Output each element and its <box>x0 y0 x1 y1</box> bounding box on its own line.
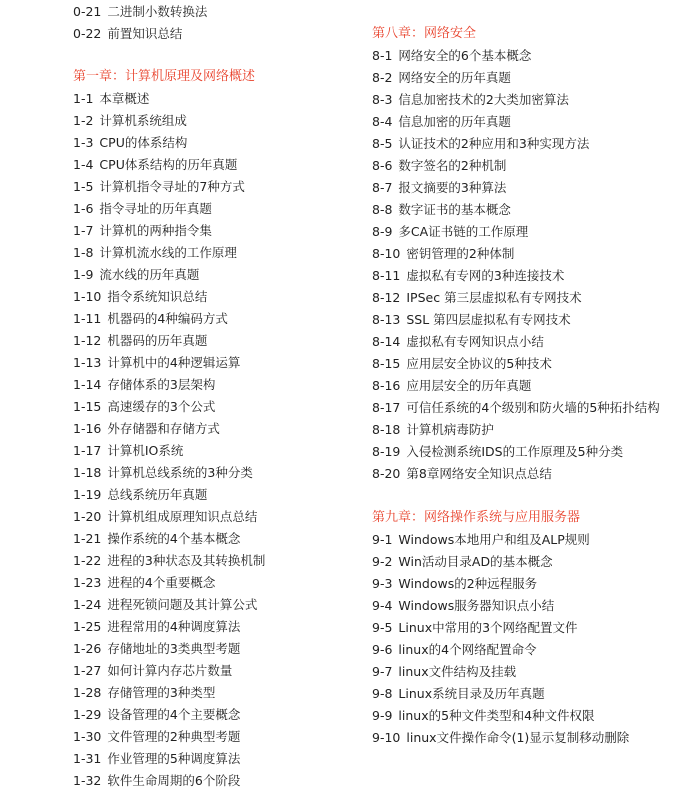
item-title: 应用层安全协议的5种技术 <box>406 356 552 371</box>
toc-item[interactable] <box>372 441 672 463</box>
toc-item[interactable] <box>372 221 672 243</box>
toc-item[interactable] <box>372 595 672 617</box>
toc-item[interactable] <box>73 550 363 572</box>
toc-item[interactable] <box>372 397 672 419</box>
toc-item[interactable] <box>73 462 363 484</box>
item-title: CPU体系结构的历年真题 <box>99 157 238 172</box>
toc-item[interactable] <box>73 374 363 396</box>
item-number: 8-9 <box>372 224 393 239</box>
item-number: 0-22 <box>73 26 102 41</box>
item-number: 9-3 <box>372 576 393 591</box>
toc-item[interactable] <box>73 616 363 638</box>
item-number: 1-32 <box>73 773 102 788</box>
item-title: 高速缓存的3个公式 <box>107 399 216 414</box>
item-title: 认证技术的2种应用和3种实现方法 <box>398 136 590 151</box>
toc-item[interactable] <box>372 199 672 221</box>
item-number: 1-5 <box>73 179 94 194</box>
item-number: 9-6 <box>372 642 393 657</box>
toc-item[interactable] <box>73 396 363 418</box>
toc-item[interactable] <box>372 353 672 375</box>
toc-item[interactable] <box>372 661 672 683</box>
item-title: 数字证书的基本概念 <box>398 202 511 217</box>
item-title: Windows服务器知识点小结 <box>398 598 555 613</box>
toc-item[interactable] <box>73 23 363 45</box>
item-title: 机器码的4种编码方式 <box>107 311 228 326</box>
toc-item[interactable] <box>73 594 363 616</box>
item-number: 0-21 <box>73 4 102 19</box>
item-number: 8-14 <box>372 334 401 349</box>
toc-item[interactable] <box>73 418 363 440</box>
toc-item[interactable] <box>372 683 672 705</box>
toc-item[interactable] <box>372 529 672 551</box>
item-title: Linux系统目录及历年真题 <box>398 686 545 701</box>
toc-item[interactable] <box>372 67 672 89</box>
toc-item[interactable] <box>73 682 363 704</box>
item-title: 指令系统知识总结 <box>107 289 208 304</box>
item-title: CPU的体系结构 <box>99 135 188 150</box>
item-number: 8-7 <box>372 180 393 195</box>
item-title: 信息加密的历年真题 <box>398 114 511 129</box>
item-title: linux的5种文件类型和4种文件权限 <box>398 708 595 723</box>
item-title: 软件生命周期的6个阶段 <box>107 773 241 788</box>
item-title: SSL 第四层虚拟私有专网技术 <box>406 312 571 327</box>
item-title: 本章概述 <box>99 91 150 106</box>
item-title: 进程常用的4种调度算法 <box>107 619 241 634</box>
right-column <box>372 0 672 749</box>
toc-item[interactable] <box>372 419 672 441</box>
item-number: 1-17 <box>73 443 102 458</box>
toc-item[interactable] <box>73 220 363 242</box>
item-number: 8-11 <box>372 268 401 283</box>
item-number: 1-16 <box>73 421 102 436</box>
toc-item[interactable] <box>73 506 363 528</box>
item-title: 二进制小数转换法 <box>107 4 208 19</box>
item-title: 机器码的历年真题 <box>107 333 208 348</box>
item-number: 1-30 <box>73 729 102 744</box>
item-title: 网络安全的历年真题 <box>398 70 511 85</box>
toc-item[interactable] <box>372 265 672 287</box>
item-title: 文件管理的2种典型考题 <box>107 729 241 744</box>
item-number: 9-2 <box>372 554 393 569</box>
item-title: 计算机指令寻址的7种方式 <box>99 179 245 194</box>
item-number: 1-18 <box>73 465 102 480</box>
item-number: 1-26 <box>73 641 102 656</box>
toc-item[interactable] <box>73 770 363 792</box>
item-title: 如何计算内存芯片数量 <box>107 663 233 678</box>
toc-item[interactable] <box>372 287 672 309</box>
item-number: 1-9 <box>73 267 94 282</box>
item-title: Linux中常用的3个网络配置文件 <box>398 620 578 635</box>
toc-item[interactable] <box>372 617 672 639</box>
chapter-8-heading[interactable]: 第八章：网络安全 <box>372 26 477 41</box>
toc-item[interactable] <box>73 88 363 110</box>
item-title: 指令寻址的历年真题 <box>99 201 212 216</box>
item-number: 1-6 <box>73 201 94 216</box>
item-title: 计算机流水线的工作原理 <box>99 245 237 260</box>
item-title: 总线系统历年真题 <box>107 487 208 502</box>
item-title: 外存储器和存储方式 <box>107 421 220 436</box>
item-number: 9-7 <box>372 664 393 679</box>
item-number: 1-10 <box>73 289 102 304</box>
item-number: 8-20 <box>372 466 401 481</box>
toc-item[interactable] <box>372 463 672 485</box>
left-column <box>73 0 363 792</box>
item-title: 进程的4个重要概念 <box>107 575 216 590</box>
item-number: 8-1 <box>372 48 393 63</box>
item-number: 1-4 <box>73 157 94 172</box>
item-title: 存储体系的3层架构 <box>107 377 216 392</box>
item-number: 1-14 <box>73 377 102 392</box>
item-number: 1-12 <box>73 333 102 348</box>
item-number: 8-13 <box>372 312 401 327</box>
item-title: 信息加密技术的2大类加密算法 <box>398 92 569 107</box>
toc-item[interactable] <box>73 264 363 286</box>
item-number: 8-8 <box>372 202 393 217</box>
item-title: 作业管理的5种调度算法 <box>107 751 241 766</box>
item-title: 报文摘要的3种算法 <box>398 180 507 195</box>
item-number: 8-5 <box>372 136 393 151</box>
toc-item[interactable] <box>372 331 672 353</box>
item-number: 9-5 <box>372 620 393 635</box>
toc-item[interactable] <box>73 330 363 352</box>
toc-item[interactable] <box>73 132 363 154</box>
item-title: 数字签名的2种机制 <box>398 158 507 173</box>
toc-item[interactable] <box>372 111 672 133</box>
item-number: 1-11 <box>73 311 102 326</box>
item-number: 1-22 <box>73 553 102 568</box>
item-title: 操作系统的4个基本概念 <box>107 531 241 546</box>
item-title: 网络安全的6个基本概念 <box>398 48 532 63</box>
toc-item[interactable] <box>372 45 672 67</box>
item-number: 8-3 <box>372 92 393 107</box>
item-number: 9-8 <box>372 686 393 701</box>
item-number: 1-8 <box>73 245 94 260</box>
item-number: 1-25 <box>73 619 102 634</box>
item-title: 进程死锁问题及其计算公式 <box>107 597 258 612</box>
item-number: 1-23 <box>73 575 102 590</box>
toc-item[interactable] <box>372 89 672 111</box>
toc-item[interactable] <box>372 309 672 331</box>
toc-item[interactable] <box>372 639 672 661</box>
item-title: Windows本地用户和组及ALP规则 <box>398 532 590 547</box>
toc-item[interactable] <box>372 155 672 177</box>
item-number: 1-20 <box>73 509 102 524</box>
item-title: linux文件操作命令(1)显示复制移动删除 <box>406 730 630 745</box>
item-number: 1-27 <box>73 663 102 678</box>
item-number: 8-4 <box>372 114 393 129</box>
toc-item[interactable] <box>73 726 363 748</box>
toc-item[interactable] <box>372 727 672 749</box>
item-number: 1-31 <box>73 751 102 766</box>
item-title: 计算机的两种指令集 <box>99 223 212 238</box>
item-title: 计算机IO系统 <box>107 443 184 458</box>
toc-item[interactable] <box>372 551 672 573</box>
item-title: 虚拟私有专网的3种连接技术 <box>406 268 565 283</box>
item-title: linux文件结构及挂载 <box>398 664 517 679</box>
item-number: 1-1 <box>73 91 94 106</box>
toc-item[interactable] <box>73 308 363 330</box>
item-number: 8-18 <box>372 422 401 437</box>
chapter-9-list <box>372 529 672 749</box>
toc-item[interactable] <box>73 704 363 726</box>
item-title: 虚拟私有专网知识点小结 <box>406 334 544 349</box>
item-number: 1-13 <box>73 355 102 370</box>
item-number: 8-17 <box>372 400 401 415</box>
item-number: 8-10 <box>372 246 401 261</box>
toc-item[interactable] <box>73 638 363 660</box>
item-title: Win活动目录AD的基本概念 <box>398 554 553 569</box>
item-title: linux的4个网络配置命令 <box>398 642 537 657</box>
chapter-8-list <box>372 45 672 485</box>
item-title: 密钥管理的2种体制 <box>406 246 515 261</box>
item-title: 前置知识总结 <box>107 26 183 41</box>
item-number: 1-28 <box>73 685 102 700</box>
chapter-1-list <box>73 88 363 792</box>
toc-item[interactable] <box>73 286 363 308</box>
toc-item[interactable] <box>372 243 672 265</box>
item-number: 1-19 <box>73 487 102 502</box>
toc-item[interactable] <box>73 110 363 132</box>
toc-item[interactable] <box>73 176 363 198</box>
item-number: 1-21 <box>73 531 102 546</box>
item-title: 计算机病毒防护 <box>406 422 494 437</box>
toc-item[interactable] <box>73 748 363 770</box>
toc-item[interactable] <box>73 242 363 264</box>
item-number: 1-2 <box>73 113 94 128</box>
item-title: IPSec 第三层虚拟私有专网技术 <box>406 290 582 305</box>
toc-item[interactable] <box>372 177 672 199</box>
item-title: 计算机总线系统的3种分类 <box>107 465 253 480</box>
item-number: 8-6 <box>372 158 393 173</box>
item-title: 计算机组成原理知识点总结 <box>107 509 258 524</box>
item-title: 第8章网络安全知识点总结 <box>406 466 552 481</box>
toc-item[interactable] <box>73 572 363 594</box>
toc-item[interactable] <box>73 198 363 220</box>
item-number: 9-1 <box>372 532 393 547</box>
item-title: 存储地址的3类典型考题 <box>107 641 241 656</box>
item-number: 8-2 <box>372 70 393 85</box>
toc-item[interactable] <box>73 1 363 23</box>
item-title: 可信任系统的4个级别和防火墙的5种拓扑结构 <box>406 400 660 415</box>
item-number: 1-24 <box>73 597 102 612</box>
item-number: 8-16 <box>372 378 401 393</box>
item-number: 8-15 <box>372 356 401 371</box>
toc-item[interactable] <box>73 352 363 374</box>
toc-item[interactable] <box>372 133 672 155</box>
item-number: 1-7 <box>73 223 94 238</box>
item-title: 入侵检测系统IDS的工作原理及5种分类 <box>406 444 624 459</box>
item-title: 应用层安全的历年真题 <box>406 378 532 393</box>
item-number: 9-9 <box>372 708 393 723</box>
item-title: 计算机中的4种逻辑运算 <box>107 355 241 370</box>
item-number: 1-3 <box>73 135 94 150</box>
toc-item[interactable] <box>372 573 672 595</box>
toc-item[interactable] <box>73 440 363 462</box>
intro-list <box>73 1 363 45</box>
item-title: 存储管理的3种类型 <box>107 685 216 700</box>
item-number: 9-4 <box>372 598 393 613</box>
item-number: 1-15 <box>73 399 102 414</box>
chapter-1-heading[interactable]: 第一章：计算机原理及网络概述 <box>73 69 256 84</box>
item-title: Windows的2种远程服务 <box>398 576 538 591</box>
item-number: 8-12 <box>372 290 401 305</box>
item-title: 计算机系统组成 <box>99 113 187 128</box>
toc-item[interactable] <box>372 705 672 727</box>
toc-item[interactable] <box>73 154 363 176</box>
toc-item[interactable] <box>73 528 363 550</box>
item-number: 8-19 <box>372 444 401 459</box>
toc-item[interactable] <box>372 375 672 397</box>
toc-item[interactable] <box>73 660 363 682</box>
chapter-9-heading[interactable]: 第九章：网络操作系统与应用服务器 <box>372 510 581 525</box>
item-title: 多CA证书链的工作原理 <box>398 224 529 239</box>
item-title: 设备管理的4个主要概念 <box>107 707 241 722</box>
item-number: 9-10 <box>372 730 401 745</box>
item-title: 进程的3种状态及其转换机制 <box>107 553 266 568</box>
item-title: 流水线的历年真题 <box>99 267 200 282</box>
item-number: 1-29 <box>73 707 102 722</box>
toc-item[interactable] <box>73 484 363 506</box>
